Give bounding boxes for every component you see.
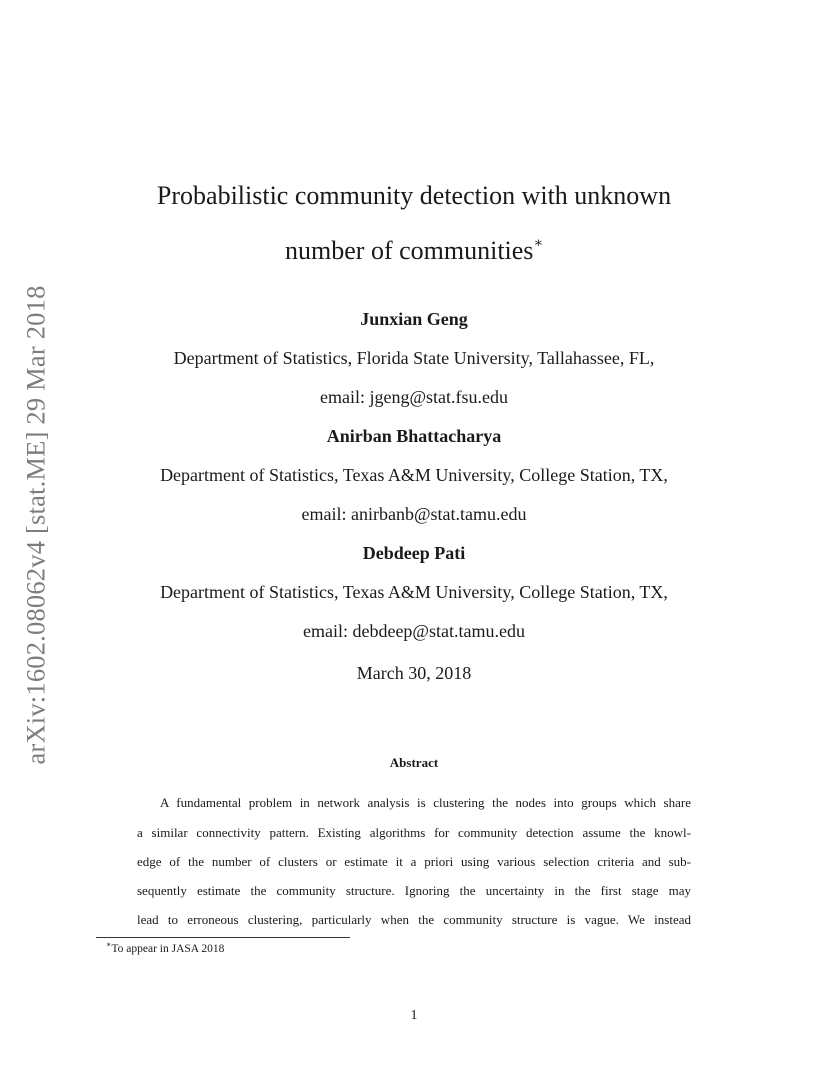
author-affiliation-2: Department of Statistics, Texas A&M University, College Station, TX, (160, 465, 668, 485)
abstract-line: edge of the number of clusters or estimate it a priori using various selection criteria and sub- (137, 854, 691, 869)
author-name-2: Anirban Bhattacharya (326, 426, 502, 446)
title-footnote-marker: ∗ (533, 236, 543, 252)
paper-date: March 30, 2018 (356, 663, 472, 683)
footnote (106, 940, 225, 956)
paper-title-line-2 (100, 238, 728, 264)
footnote-text: To appear in JASA 2018 (111, 943, 225, 955)
abstract-line: lead to erroneous clustering, particularly when the community structure is vague. We instead (137, 912, 691, 927)
abstract-line: sequently estimate the community structure. Ignoring the uncertainty in the first stage may (137, 883, 691, 898)
abstract-heading: Abstract (389, 755, 439, 770)
footnote-marker: ∗ (106, 940, 112, 950)
author-affiliation-1: Department of Statistics, Florida State University, Tallahassee, FL, (173, 348, 655, 368)
abstract-line: a similar connectivity pattern. Existing algorithms for community detection assume the knowl- (137, 825, 691, 840)
author-email-2: email: anirbanb@stat.tamu.edu (301, 504, 527, 524)
footnote-rule (96, 937, 350, 938)
paper-title-line-1: Probabilistic community detection with unknown (156, 181, 672, 210)
paper-title-line-2-text: number of communities (285, 236, 534, 265)
author-name-1: Junxian Geng (360, 309, 468, 329)
author-name-3: Debdeep Pati (362, 543, 466, 563)
author-email-3: email: debdeep@stat.tamu.edu (302, 621, 525, 641)
arxiv-stamp: arXiv:1602.08062v4 [stat.ME] 29 Mar 2018 (20, 285, 51, 765)
page-number: 1 (410, 1008, 418, 1023)
author-email-1: email: jgeng@stat.fsu.edu (319, 387, 509, 407)
author-affiliation-3: Department of Statistics, Texas A&M University, College Station, TX, (160, 582, 668, 602)
abstract-line: A fundamental problem in network analysis is clustering the nodes into groups which share (160, 795, 691, 810)
